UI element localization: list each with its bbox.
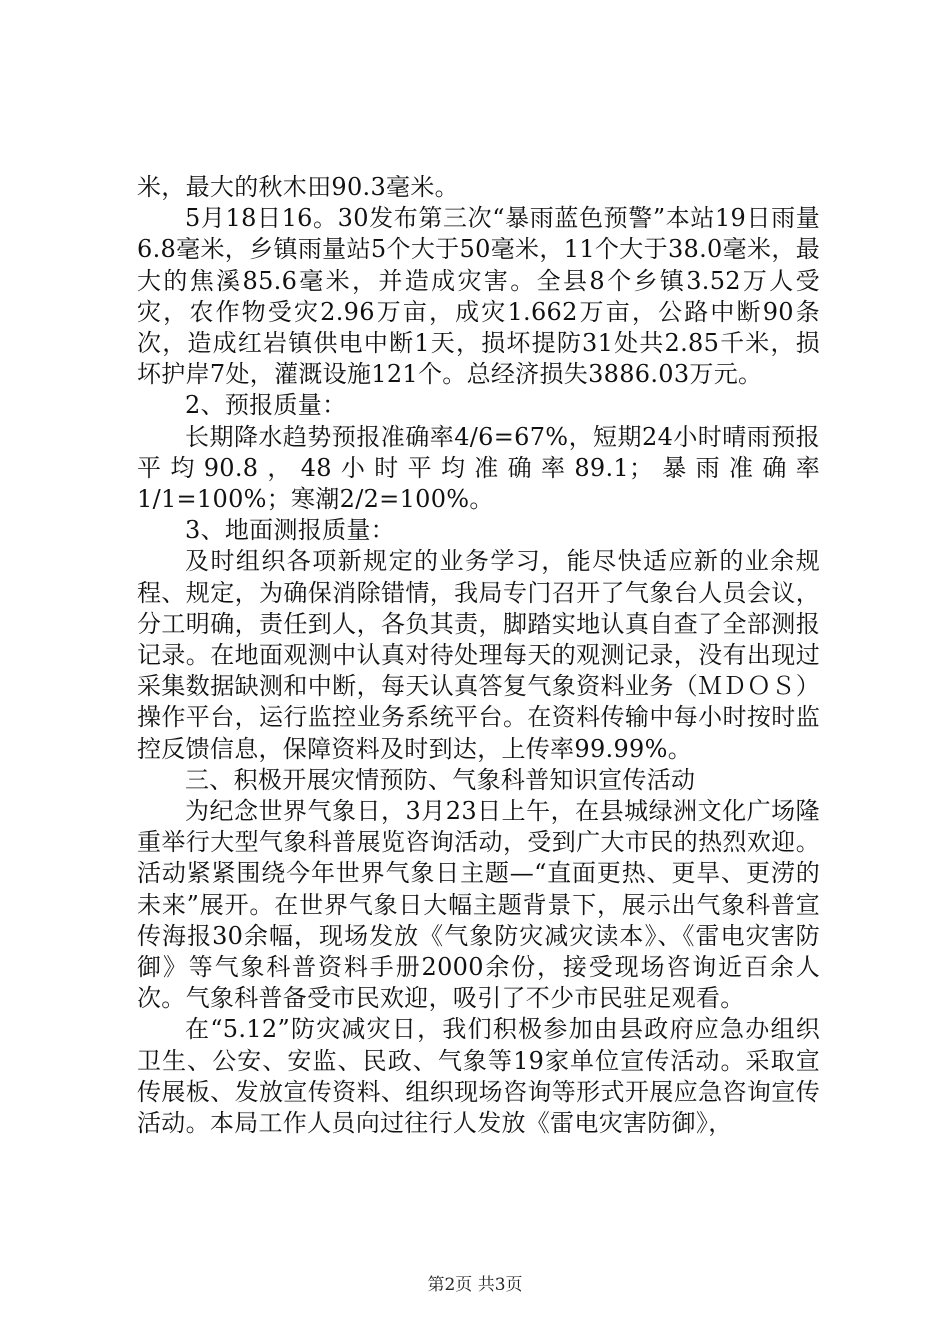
paragraph: 5月18日16。30发布第三次“暴雨蓝色预警”本站19日雨量6.8毫米，乡镇雨量站5个大于50毫米，11个大于38.0毫米，最大的焦溪85.6毫米，并造成灾害。全县8个乡镇3.52万人受灾，农作物受灾2.96万亩，成灾1.662万亩，公路中断90条次，造成红岩镇供电中断1天，损坏提防31处共2.85千米，损坏护岸7处，灌溉设施121个。总经济损失3886.03万元。 (137, 204, 820, 389)
page-number-footer: 第2页 共3页 (427, 1275, 523, 1295)
section-heading: 3、地面测报质量： (185, 516, 395, 545)
paragraph: 及时组织各项新规定的业务学习，能尽快适应新的业余规程、规定，为确保消除错情，我局专门召开了气象台人员会议，分工明确，责任到人，各负其责，脚踏实地认真自查了全部测报记录。在地面观测中认真对待处理每天的观测记录，没有出现过采集数据缺测和中断，每天认真答复气象资料业务（ＭＤＯＳ）操作平台，运行监控业务系统平台。在资料传输中每小时按时监控反馈信息，保障资料及时到达，上传率99.99%。 (137, 547, 820, 763)
section-heading: 2、预报质量： (185, 391, 347, 420)
paragraph: 在“5.12”防灾减灾日，我们积极参加由县政府应急办组织卫生、公安、安监、民政、气象等19家单位宣传活动。采取宣传展板、发放宣传资料、组织现场咨询等形式开展应急咨询宣传活动。本局工作人员向过往行人发放《雷电灾害防御》， (137, 1015, 820, 1138)
document-body (137, 172, 820, 1139)
paragraph: 米，最大的秋木田90.3毫米。 (137, 173, 459, 201)
section-heading: 三、积极开展灾情预防、气象科普知识宣传活动 (185, 765, 696, 794)
paragraph: 长期降水趋势预报准确率4/6=67%，短期24小时晴雨预报平均90.8，48小时平均准确率89.1；暴雨准确率1/1=100%；寒潮2/2=100%。 (137, 422, 820, 514)
paragraph: 为纪念世界气象日，3月23日上午，在县城绿洲文化广场隆重举行大型气象科普展览咨询活动，受到广大市民的热烈欢迎。活动紧紧围绕今年世界气象日主题—“直面更热、更旱、更涝的未来”展开。在世界气象日大幅主题背景下，展示出气象科普宣传海报30余幅，现场发放《气象防灾减灾读本》、《雷电灾害防御》等气象科普资料手册2000余份，接受现场咨询近百余人次。气象科普备受市民欢迎，吸引了不少市民驻足观看。 (137, 797, 820, 1013)
